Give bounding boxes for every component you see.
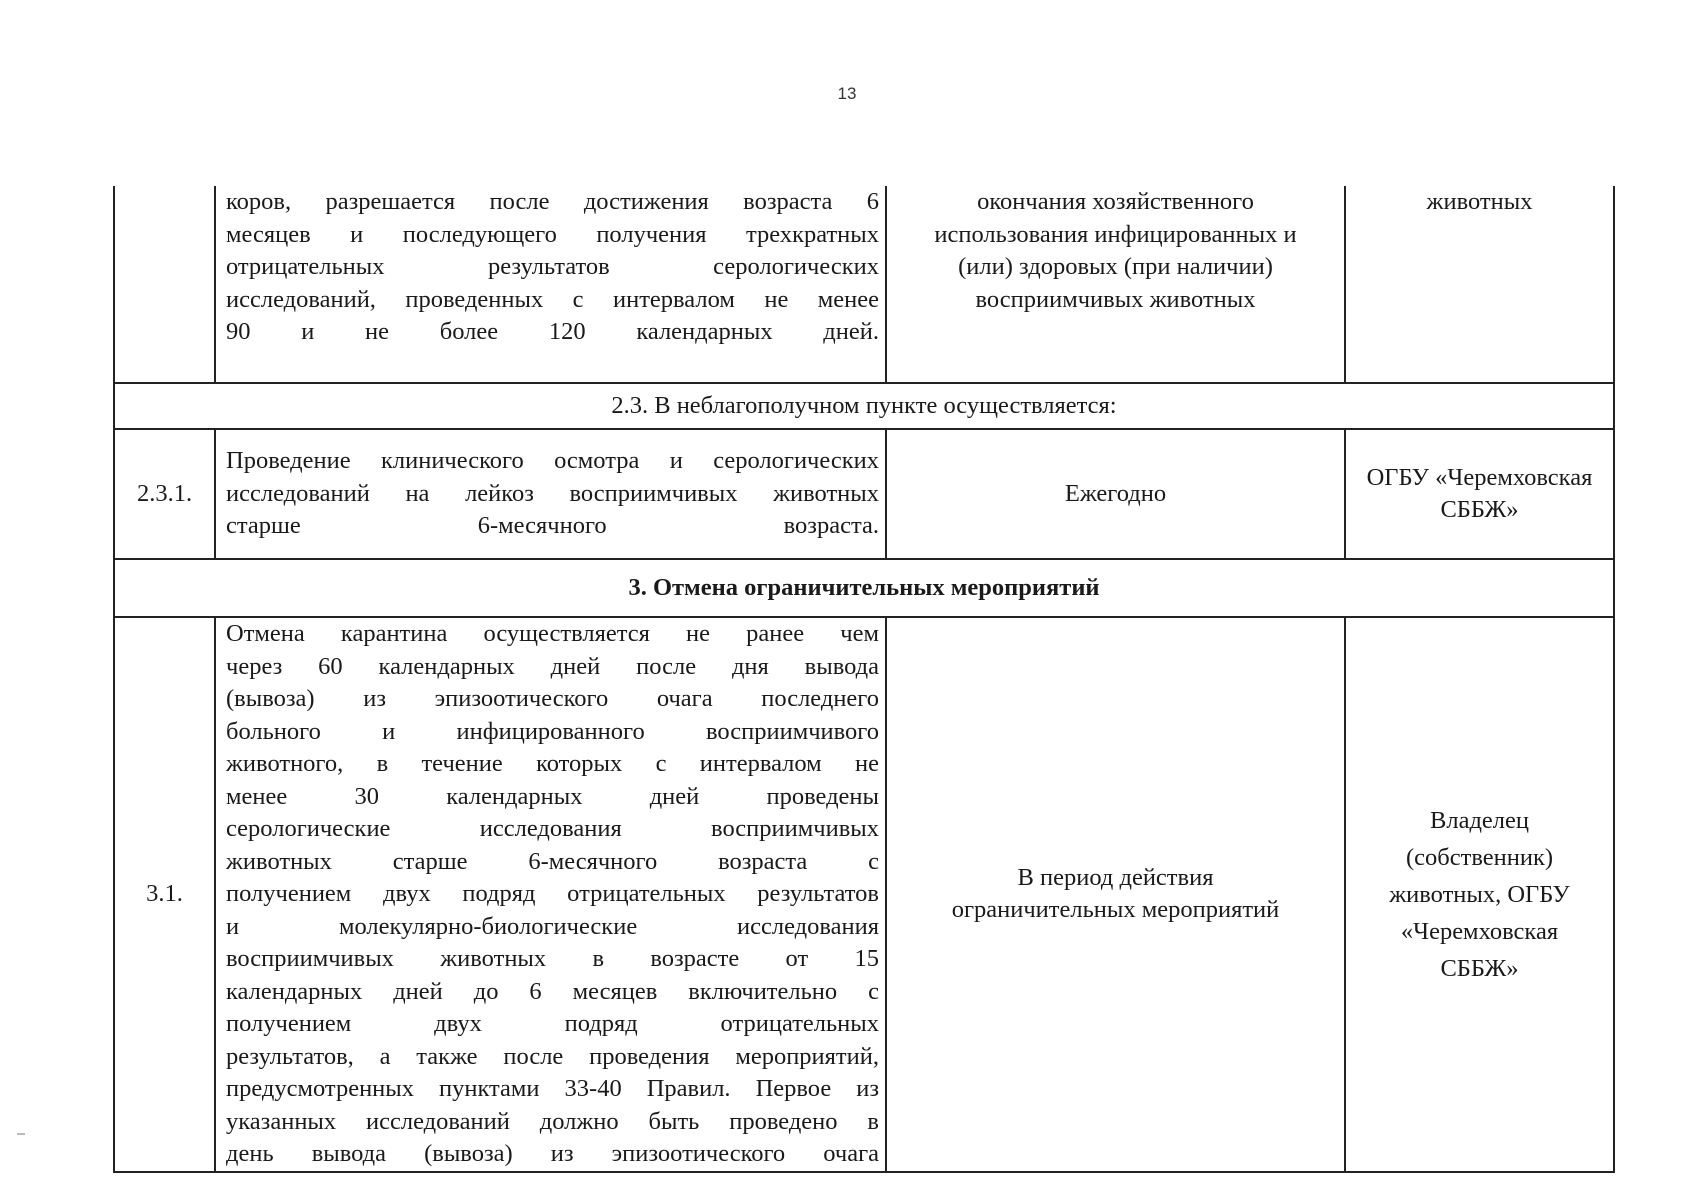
text-line: восприимчивых животных в возрасте от 15 xyxy=(226,945,879,972)
measure-text-cell xyxy=(215,429,886,559)
row-number-cell: 2.3.1. xyxy=(114,429,215,559)
text-line: животных старше 6-месячного возраста с xyxy=(226,847,879,875)
page-number: 13 xyxy=(837,84,857,103)
text-line: через 60 календарных дней после дня вывода xyxy=(226,652,879,680)
period-line: В период действия xyxy=(1017,863,1214,891)
text-line: указанных исследований должно быть проведено в xyxy=(226,1107,879,1135)
section-row-2-3 xyxy=(114,383,1614,429)
period-cell: Ежегодно xyxy=(886,429,1345,559)
text-line: коров, разрешается после достижения возраста 6 xyxy=(226,188,879,215)
text-line: исследований на лейкоз восприимчивых животных xyxy=(226,479,879,507)
period-line: использования инфицированных и xyxy=(934,220,1297,248)
period-line: восприимчивых животных xyxy=(975,285,1256,313)
period-line: ограничительных мероприятий xyxy=(951,896,1280,924)
row-number-cell: 3.1. xyxy=(114,617,215,1172)
responsible-line: СББЖ» xyxy=(1440,954,1519,982)
table-row xyxy=(114,429,1614,559)
text-line: отрицательных результатов серологических xyxy=(226,253,879,280)
responsible-cell xyxy=(1345,617,1614,1172)
row-number-cell xyxy=(114,186,215,383)
text-line: (вывоза) из эпизоотического очага последнего xyxy=(226,685,879,712)
text-line: месяцев и последующего получения трехкратных xyxy=(226,220,879,248)
text-line: исследований, проведенных с интервалом не менее xyxy=(226,285,879,313)
period-line: окончания хозяйственного xyxy=(977,188,1254,215)
responsible-line: животных, ОГБУ xyxy=(1389,880,1570,908)
section-title-3: 3. Отмена ограничительных мероприятий xyxy=(114,559,1614,617)
responsible-line: животных xyxy=(1426,188,1533,215)
period-cell xyxy=(886,186,1345,383)
text-line: день вывода (вывоза) из эпизоотического очага xyxy=(226,1140,879,1167)
responsible-line: «Черемховская xyxy=(1400,917,1559,945)
table-row xyxy=(114,186,1614,383)
section-row-3 xyxy=(114,559,1614,617)
table-row xyxy=(114,617,1614,1172)
measures-table xyxy=(113,186,1615,1173)
section-title-2-3: 2.3. В неблагополучном пункте осуществляется: xyxy=(114,383,1614,429)
text-line: 90 и не более 120 календарных дней. xyxy=(226,318,879,345)
text-line: животного, в течение которых с интервалом не xyxy=(226,750,879,777)
text-line: старше 6-месячного возраста. xyxy=(226,512,879,540)
text-line: календарных дней до 6 месяцев включительно с xyxy=(226,977,879,1005)
text-line: Отмена карантина осуществляется не ранее чем xyxy=(226,620,879,647)
text-line: и молекулярно-биологические исследования xyxy=(226,912,879,940)
scan-mark xyxy=(17,1133,25,1135)
text-line: Проведение клинического осмотра и серологических xyxy=(226,447,879,475)
measure-text-cell xyxy=(215,617,886,1172)
text-line: получением двух подряд отрицательных результатов xyxy=(226,880,879,907)
period-line: (или) здоровых (при наличии) xyxy=(958,253,1273,280)
text-line: серологические исследования восприимчивых xyxy=(226,815,879,842)
responsible-line: СББЖ» xyxy=(1440,496,1519,523)
text-line: получением двух подряд отрицательных xyxy=(226,1010,879,1037)
text-line: результатов, а также после проведения мероприятий, xyxy=(226,1042,879,1070)
responsible-cell xyxy=(1345,429,1614,559)
text-line: менее 30 календарных дней проведены xyxy=(226,782,879,810)
responsible-line: (собственник) xyxy=(1405,843,1554,871)
responsible-line: Владелец xyxy=(1430,806,1529,834)
measure-text-cell xyxy=(215,186,886,383)
period-cell xyxy=(886,617,1345,1172)
responsible-line: ОГБУ «Черемховская xyxy=(1366,463,1593,491)
text-line: больного и инфицированного восприимчивого xyxy=(226,717,879,745)
text-line: предусмотренных пунктами 33-40 Правил. Первое из xyxy=(226,1075,879,1102)
responsible-cell xyxy=(1345,186,1614,383)
